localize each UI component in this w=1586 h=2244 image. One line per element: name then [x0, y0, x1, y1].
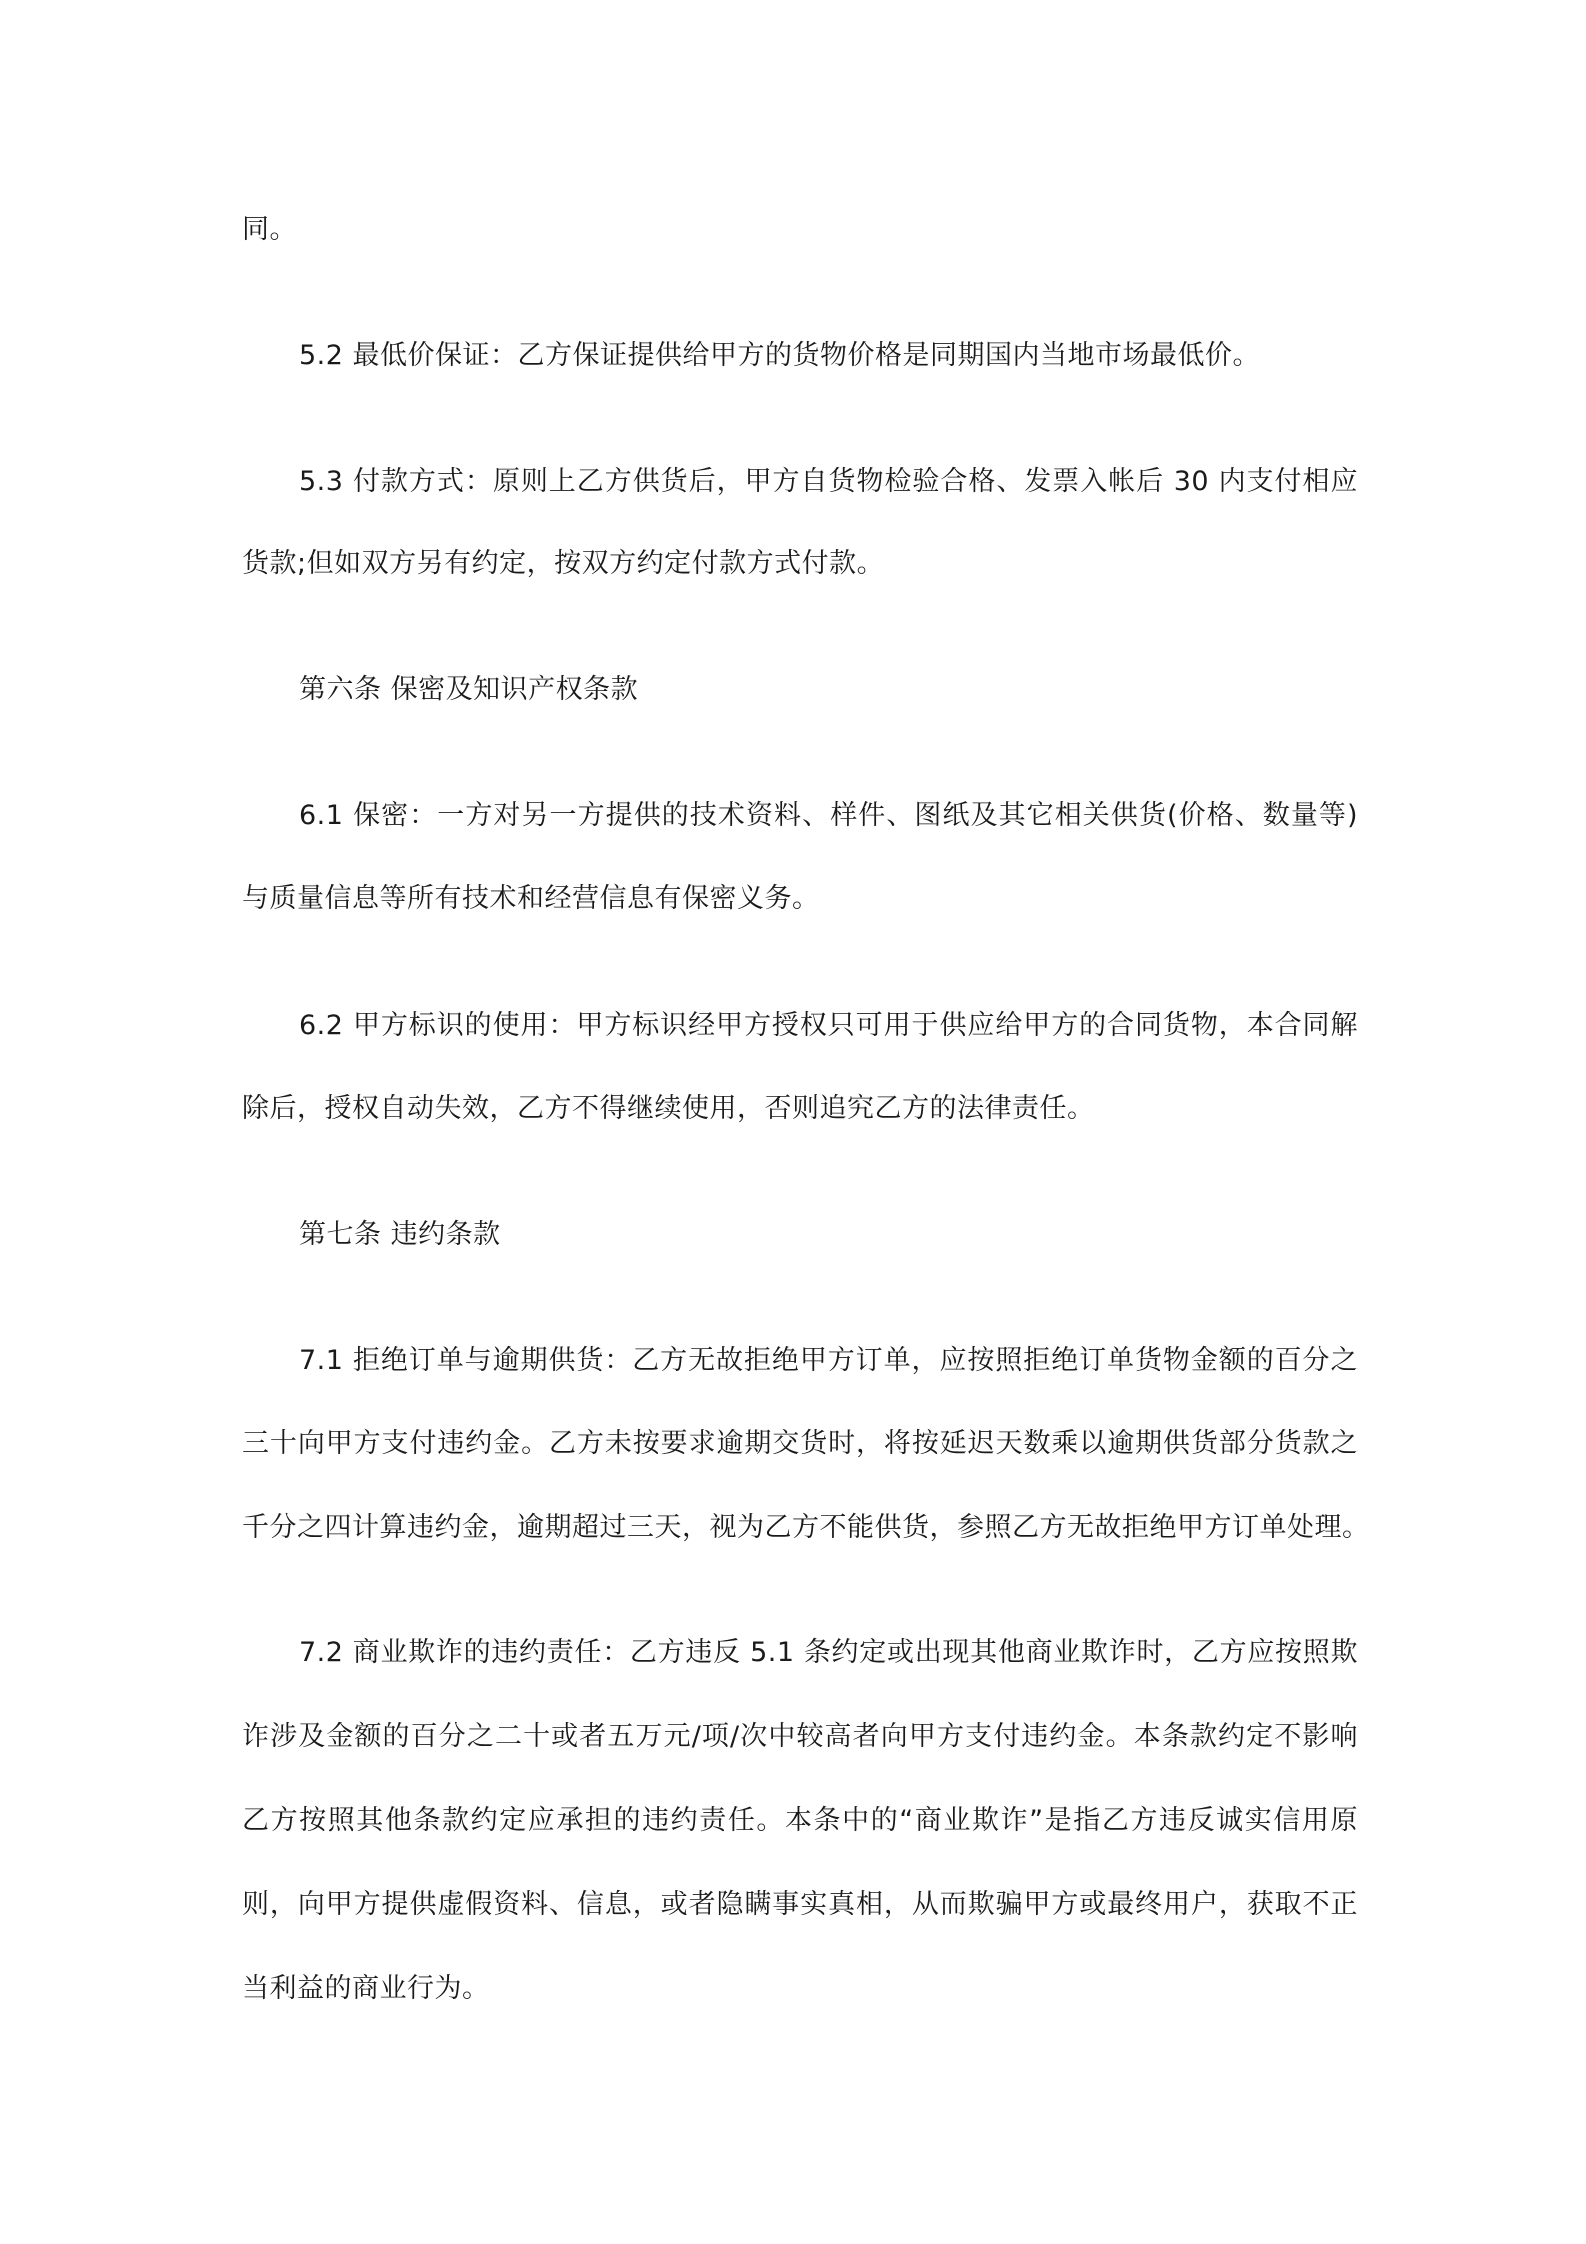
- clause-6-1: 6.1 保密：一方对另一方提供的技术资料、样件、图纸及其它相关供货(价格、数量等): [299, 800, 1358, 831]
- article-6-heading: 第六条 保密及知识产权条款: [299, 674, 639, 705]
- paragraph-line: 千分之四计算违约金，逾期超过三天，视为乙方不能供货，参照乙方无故拒绝甲方订单处理。: [242, 1512, 1370, 1543]
- clause-5-2: 5.2 最低价保证：乙方保证提供给甲方的货物价格是同期国内当地市场最低价。: [299, 340, 1261, 371]
- paragraph-line: 同。: [242, 214, 297, 245]
- paragraph-line: 乙方按照其他条款约定应承担的违约责任。本条中的“商业欺诈”是指乙方违反诚实信用原: [242, 1805, 1358, 1836]
- paragraph-line: 货款;但如双方另有约定，按双方约定付款方式付款。: [242, 548, 885, 579]
- paragraph-line: 则，向甲方提供虚假资料、信息，或者隐瞒事实真相，从而欺骗甲方或最终用户，获取不正: [242, 1889, 1358, 1920]
- paragraph-line: 诈涉及金额的百分之二十或者五万元/项/次中较高者向甲方支付违约金。本条款约定不影响: [242, 1721, 1358, 1752]
- clause-6-2: 6.2 甲方标识的使用：甲方标识经甲方授权只可用于供应给甲方的合同货物，本合同解: [299, 1010, 1358, 1041]
- paragraph-line: 当利益的商业行为。: [242, 1973, 490, 2004]
- clause-5-3: 5.3 付款方式：原则上乙方供货后，甲方自货物检验合格、发票入帐后 30 内支付相应: [299, 466, 1358, 497]
- article-7-heading: 第七条 违约条款: [299, 1219, 501, 1250]
- paragraph-line: 三十向甲方支付违约金。乙方未按要求逾期交货时，将按延迟天数乘以逾期供货部分货款之: [242, 1428, 1358, 1459]
- paragraph-line: 与质量信息等所有技术和经营信息有保密义务。: [242, 883, 820, 914]
- clause-7-1: 7.1 拒绝订单与逾期供货：乙方无故拒绝甲方订单，应按照拒绝订单货物金额的百分之: [299, 1345, 1358, 1376]
- clause-7-2: 7.2 商业欺诈的违约责任：乙方违反 5.1 条约定或出现其他商业欺诈时，乙方应按照欺: [299, 1637, 1358, 1668]
- paragraph-line: 除后，授权自动失效，乙方不得继续使用，否则追究乙方的法律责任。: [242, 1093, 1095, 1124]
